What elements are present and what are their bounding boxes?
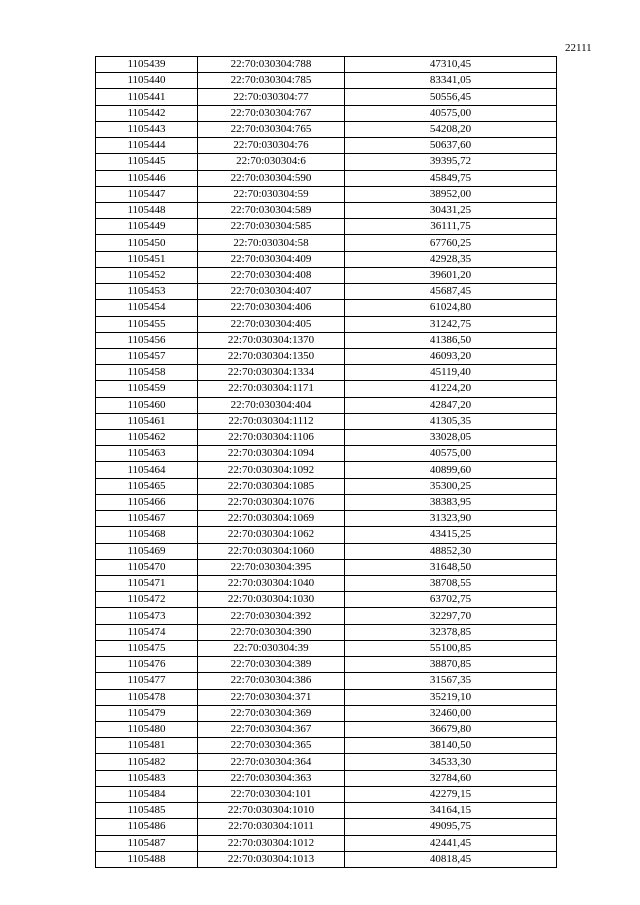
value-cell: 35219,10 [345,689,557,705]
record-number-cell: 1105448 [96,202,198,218]
record-number-cell: 1105484 [96,786,198,802]
registry-table [95,56,557,868]
cadastral-number-cell: 22:70:030304:364 [198,754,345,770]
table-row [96,478,557,494]
value-cell: 48852,30 [345,543,557,559]
cadastral-number-cell: 22:70:030304:77 [198,89,345,105]
table-row [96,219,557,235]
value-cell: 45687,45 [345,284,557,300]
table-row [96,705,557,721]
table-row [96,397,557,413]
record-number-cell: 1105479 [96,705,198,721]
value-cell: 42441,45 [345,835,557,851]
value-cell: 36679,80 [345,721,557,737]
value-cell: 32784,60 [345,770,557,786]
cadastral-number-cell: 22:70:030304:785 [198,73,345,89]
cadastral-number-cell: 22:70:030304:390 [198,624,345,640]
cadastral-number-cell: 22:70:030304:367 [198,721,345,737]
table-row [96,105,557,121]
cadastral-number-cell: 22:70:030304:1060 [198,543,345,559]
value-cell: 35300,25 [345,478,557,494]
value-cell: 34533,30 [345,754,557,770]
record-number-cell: 1105458 [96,365,198,381]
value-cell: 46093,20 [345,348,557,364]
table-row [96,365,557,381]
cadastral-number-cell: 22:70:030304:1092 [198,462,345,478]
value-cell: 54208,20 [345,121,557,137]
record-number-cell: 1105449 [96,219,198,235]
table-row [96,89,557,105]
record-number-cell: 1105465 [96,478,198,494]
value-cell: 34164,15 [345,803,557,819]
cadastral-number-cell: 22:70:030304:371 [198,689,345,705]
value-cell: 32297,70 [345,608,557,624]
cadastral-number-cell: 22:70:030304:1062 [198,527,345,543]
cadastral-number-cell: 22:70:030304:767 [198,105,345,121]
record-number-cell: 1105460 [96,397,198,413]
table-row [96,170,557,186]
table-row [96,721,557,737]
record-number-cell: 1105456 [96,332,198,348]
table-row [96,576,557,592]
record-number-cell: 1105480 [96,721,198,737]
record-number-cell: 1105459 [96,381,198,397]
cadastral-number-cell: 22:70:030304:409 [198,251,345,267]
table-row [96,251,557,267]
cadastral-number-cell: 22:70:030304:386 [198,673,345,689]
table-row [96,689,557,705]
record-number-cell: 1105457 [96,348,198,364]
value-cell: 41386,50 [345,332,557,348]
value-cell: 49095,75 [345,819,557,835]
record-number-cell: 1105441 [96,89,198,105]
cadastral-number-cell: 22:70:030304:1012 [198,835,345,851]
cadastral-number-cell: 22:70:030304:59 [198,186,345,202]
table-row [96,332,557,348]
table-row [96,754,557,770]
record-number-cell: 1105470 [96,559,198,575]
cadastral-number-cell: 22:70:030304:39 [198,640,345,656]
value-cell: 43415,25 [345,527,557,543]
table-row [96,673,557,689]
value-cell: 30431,25 [345,202,557,218]
table-row [96,592,557,608]
page-number: 22111 [565,42,592,54]
value-cell: 42928,35 [345,251,557,267]
cadastral-number-cell: 22:70:030304:406 [198,300,345,316]
table-row [96,267,557,283]
cadastral-number-cell: 22:70:030304:407 [198,284,345,300]
record-number-cell: 1105481 [96,738,198,754]
table-row [96,770,557,786]
value-cell: 31323,90 [345,511,557,527]
cadastral-number-cell: 22:70:030304:1011 [198,819,345,835]
table-row [96,316,557,332]
table-row [96,73,557,89]
value-cell: 63702,75 [345,592,557,608]
value-cell: 45849,75 [345,170,557,186]
cadastral-number-cell: 22:70:030304:1069 [198,511,345,527]
table-row [96,657,557,673]
value-cell: 33028,05 [345,430,557,446]
record-number-cell: 1105452 [96,267,198,283]
record-number-cell: 1105467 [96,511,198,527]
value-cell: 40818,45 [345,851,557,867]
table-row [96,527,557,543]
value-cell: 32378,85 [345,624,557,640]
cadastral-number-cell: 22:70:030304:6 [198,154,345,170]
record-number-cell: 1105450 [96,235,198,251]
cadastral-number-cell: 22:70:030304:589 [198,202,345,218]
record-number-cell: 1105482 [96,754,198,770]
table-row [96,202,557,218]
value-cell: 36111,75 [345,219,557,235]
value-cell: 31648,50 [345,559,557,575]
record-number-cell: 1105483 [96,770,198,786]
cadastral-number-cell: 22:70:030304:1171 [198,381,345,397]
value-cell: 42279,15 [345,786,557,802]
cadastral-number-cell: 22:70:030304:58 [198,235,345,251]
table-row [96,559,557,575]
cadastral-number-cell: 22:70:030304:1085 [198,478,345,494]
record-number-cell: 1105461 [96,413,198,429]
record-number-cell: 1105485 [96,803,198,819]
cadastral-number-cell: 22:70:030304:404 [198,397,345,413]
value-cell: 50556,45 [345,89,557,105]
table-row [96,186,557,202]
record-number-cell: 1105488 [96,851,198,867]
record-number-cell: 1105468 [96,527,198,543]
cadastral-number-cell: 22:70:030304:369 [198,705,345,721]
cadastral-number-cell: 22:70:030304:405 [198,316,345,332]
table-row [96,835,557,851]
value-cell: 40575,00 [345,105,557,121]
value-cell: 32460,00 [345,705,557,721]
table-row [96,235,557,251]
value-cell: 83341,05 [345,73,557,89]
table-row [96,430,557,446]
record-number-cell: 1105443 [96,121,198,137]
table-row [96,121,557,137]
value-cell: 31242,75 [345,316,557,332]
registry-table-body [96,57,557,868]
cadastral-number-cell: 22:70:030304:1370 [198,332,345,348]
value-cell: 39395,72 [345,154,557,170]
value-cell: 38708,55 [345,576,557,592]
table-row [96,851,557,867]
record-number-cell: 1105472 [96,592,198,608]
record-number-cell: 1105471 [96,576,198,592]
record-number-cell: 1105478 [96,689,198,705]
table-row [96,446,557,462]
record-number-cell: 1105469 [96,543,198,559]
record-number-cell: 1105439 [96,57,198,73]
value-cell: 41305,35 [345,413,557,429]
value-cell: 38952,00 [345,186,557,202]
table-row [96,803,557,819]
cadastral-number-cell: 22:70:030304:408 [198,267,345,283]
record-number-cell: 1105464 [96,462,198,478]
record-number-cell: 1105455 [96,316,198,332]
record-number-cell: 1105466 [96,494,198,510]
cadastral-number-cell: 22:70:030304:392 [198,608,345,624]
cadastral-number-cell: 22:70:030304:1334 [198,365,345,381]
record-number-cell: 1105476 [96,657,198,673]
record-number-cell: 1105446 [96,170,198,186]
value-cell: 45119,40 [345,365,557,381]
cadastral-number-cell: 22:70:030304:395 [198,559,345,575]
cadastral-number-cell: 22:70:030304:590 [198,170,345,186]
record-number-cell: 1105451 [96,251,198,267]
table-row [96,57,557,73]
value-cell: 41224,20 [345,381,557,397]
table-row [96,138,557,154]
record-number-cell: 1105477 [96,673,198,689]
cadastral-number-cell: 22:70:030304:76 [198,138,345,154]
table-row [96,640,557,656]
value-cell: 61024,80 [345,300,557,316]
record-number-cell: 1105454 [96,300,198,316]
table-row [96,494,557,510]
cadastral-number-cell: 22:70:030304:1040 [198,576,345,592]
value-cell: 67760,25 [345,235,557,251]
record-number-cell: 1105453 [96,284,198,300]
cadastral-number-cell: 22:70:030304:101 [198,786,345,802]
record-number-cell: 1105444 [96,138,198,154]
cadastral-number-cell: 22:70:030304:365 [198,738,345,754]
cadastral-number-cell: 22:70:030304:585 [198,219,345,235]
record-number-cell: 1105474 [96,624,198,640]
table-row [96,543,557,559]
value-cell: 38383,95 [345,494,557,510]
table-row [96,819,557,835]
table-row [96,300,557,316]
record-number-cell: 1105473 [96,608,198,624]
record-number-cell: 1105486 [96,819,198,835]
table-row [96,786,557,802]
table-row [96,608,557,624]
record-number-cell: 1105463 [96,446,198,462]
cadastral-number-cell: 22:70:030304:1106 [198,430,345,446]
cadastral-number-cell: 22:70:030304:389 [198,657,345,673]
record-number-cell: 1105442 [96,105,198,121]
record-number-cell: 1105445 [96,154,198,170]
record-number-cell: 1105440 [96,73,198,89]
value-cell: 42847,20 [345,397,557,413]
cadastral-number-cell: 22:70:030304:765 [198,121,345,137]
cadastral-number-cell: 22:70:030304:363 [198,770,345,786]
value-cell: 38140,50 [345,738,557,754]
cadastral-number-cell: 22:70:030304:1094 [198,446,345,462]
value-cell: 38870,85 [345,657,557,673]
table-row [96,624,557,640]
table-row [96,462,557,478]
value-cell: 40899,60 [345,462,557,478]
table-row [96,738,557,754]
record-number-cell: 1105487 [96,835,198,851]
value-cell: 55100,85 [345,640,557,656]
value-cell: 40575,00 [345,446,557,462]
cadastral-number-cell: 22:70:030304:788 [198,57,345,73]
value-cell: 31567,35 [345,673,557,689]
table-row [96,284,557,300]
table-row [96,348,557,364]
cadastral-number-cell: 22:70:030304:1076 [198,494,345,510]
record-number-cell: 1105447 [96,186,198,202]
record-number-cell: 1105462 [96,430,198,446]
cadastral-number-cell: 22:70:030304:1350 [198,348,345,364]
record-number-cell: 1105475 [96,640,198,656]
cadastral-number-cell: 22:70:030304:1010 [198,803,345,819]
table-row [96,154,557,170]
table-row [96,413,557,429]
cadastral-number-cell: 22:70:030304:1013 [198,851,345,867]
value-cell: 47310,45 [345,57,557,73]
table-row [96,511,557,527]
table-row [96,381,557,397]
cadastral-number-cell: 22:70:030304:1112 [198,413,345,429]
value-cell: 50637,60 [345,138,557,154]
value-cell: 39601,20 [345,267,557,283]
cadastral-number-cell: 22:70:030304:1030 [198,592,345,608]
